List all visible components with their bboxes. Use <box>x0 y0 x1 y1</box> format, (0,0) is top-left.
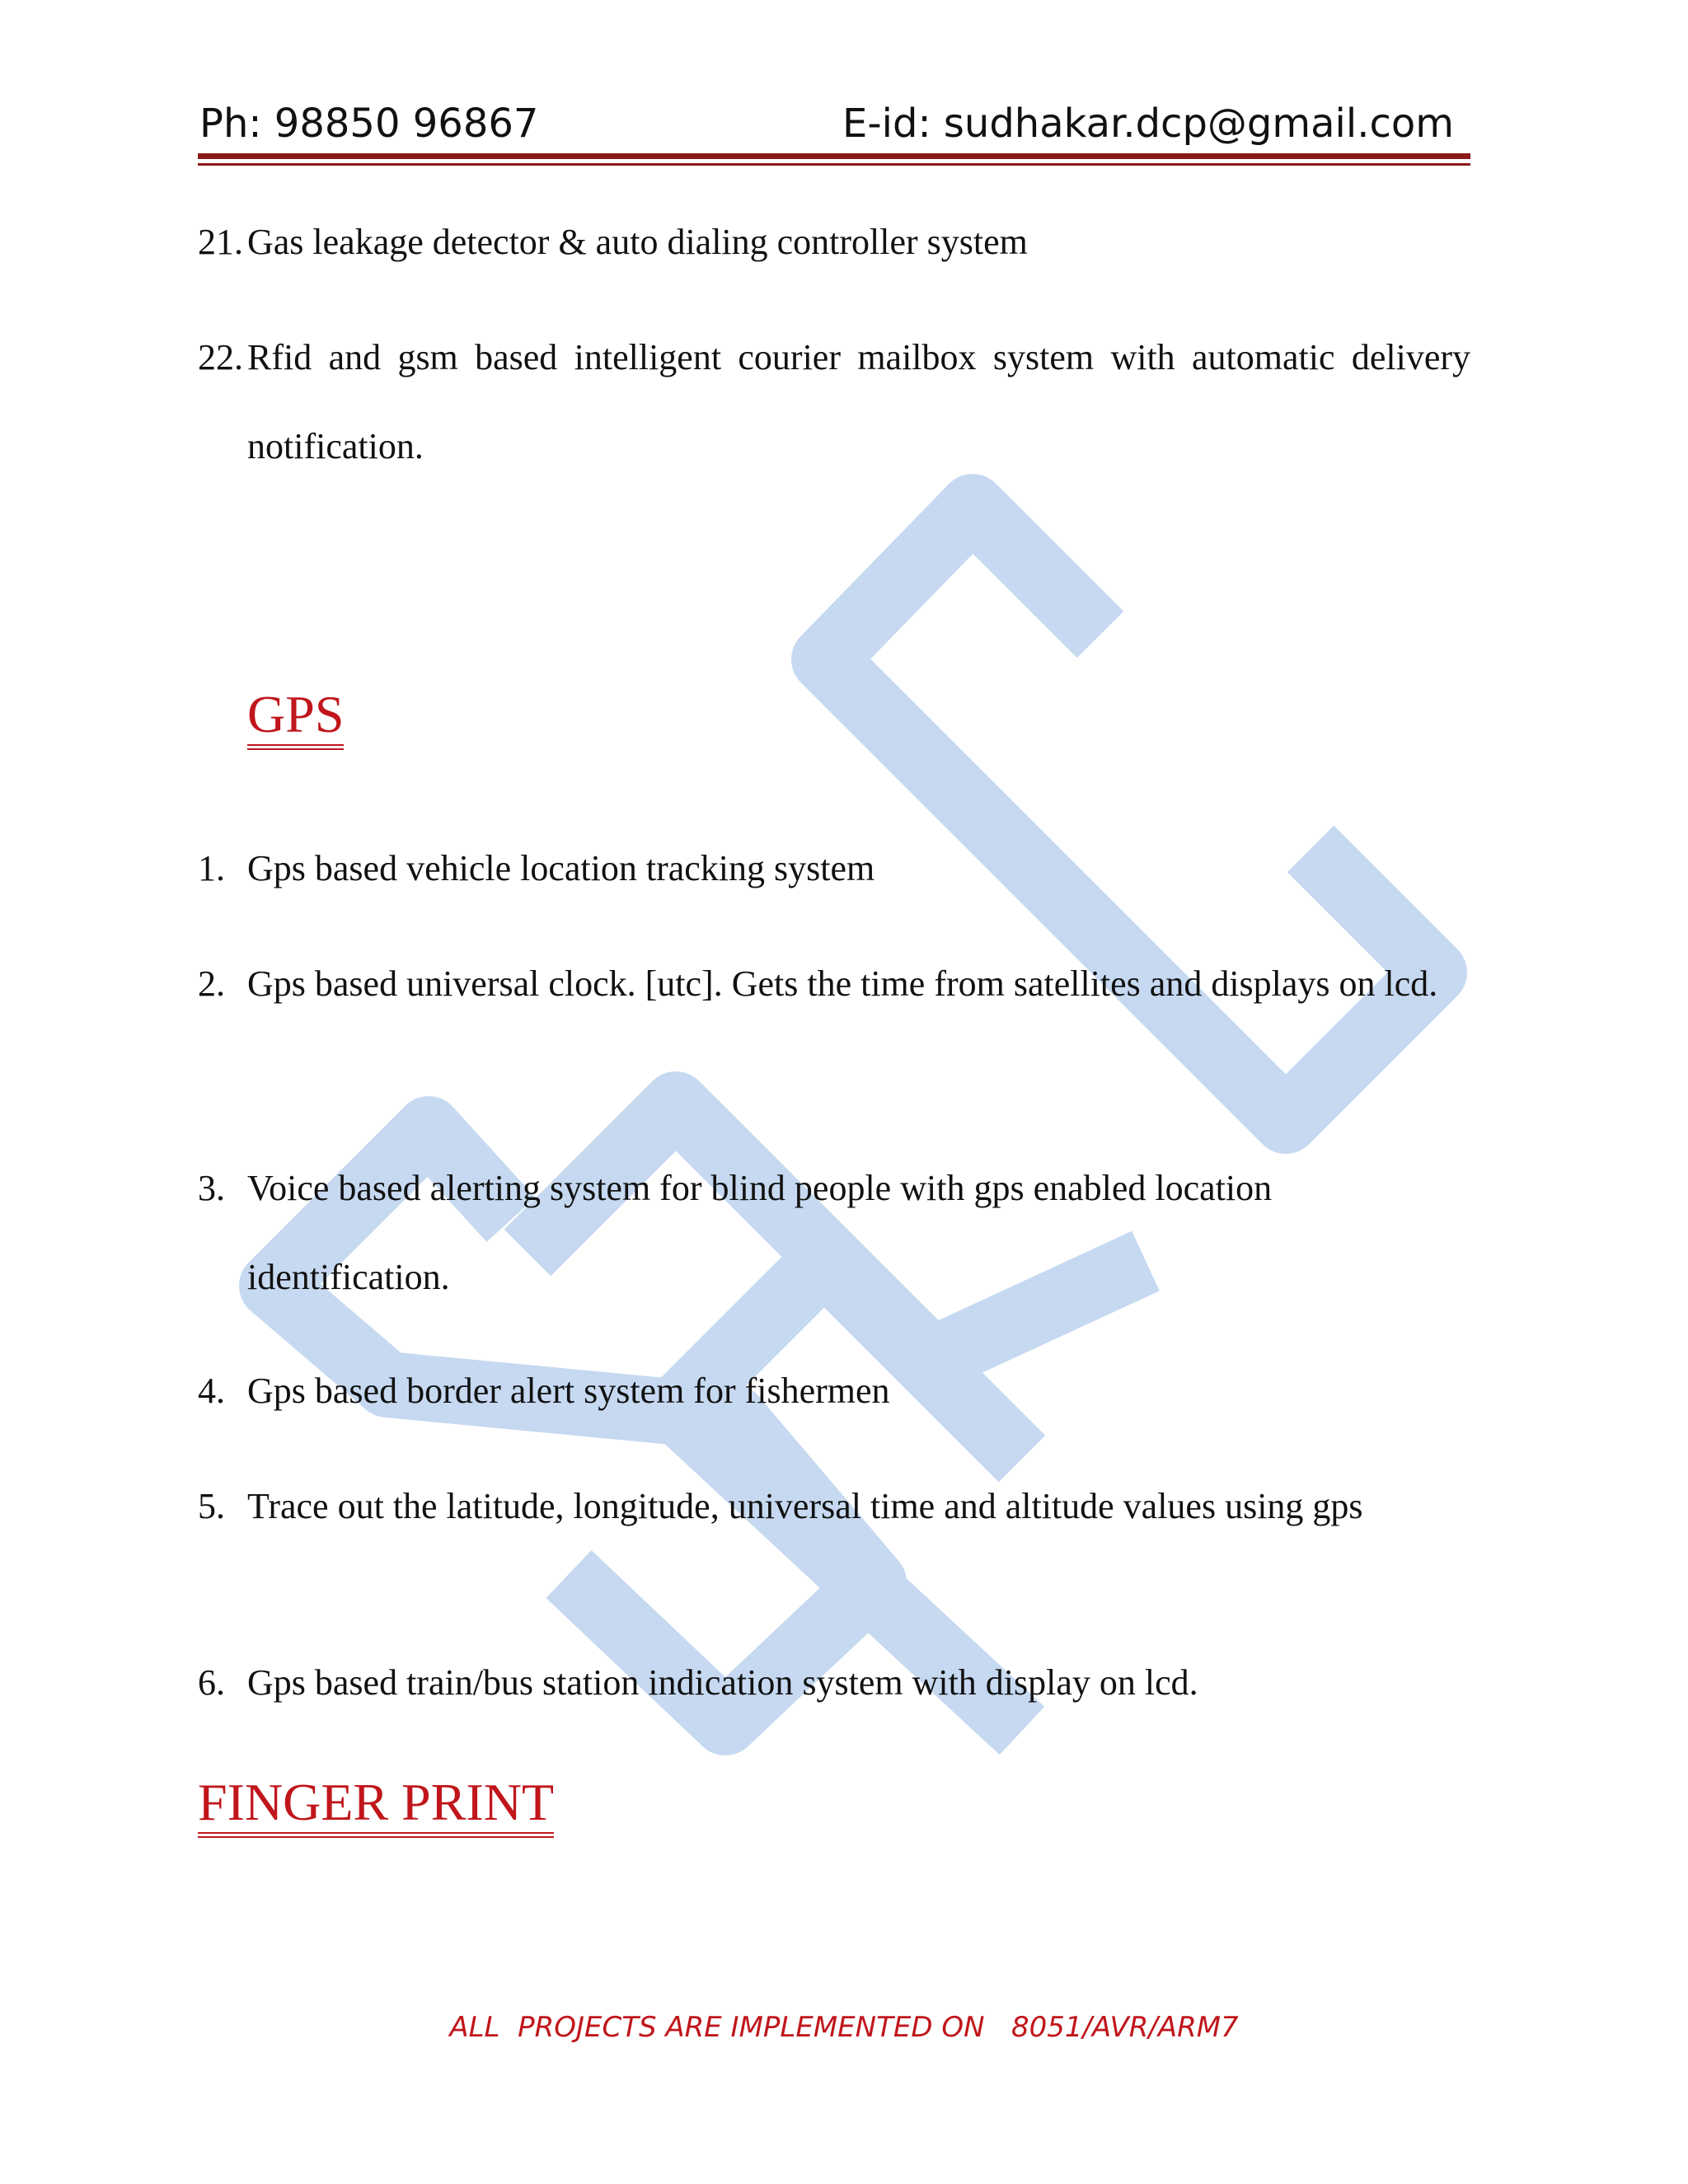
list-item-number: 6. <box>198 1662 225 1703</box>
list-item-number: 21. <box>198 222 243 262</box>
list-item-text: Gas leakage detector & auto dialing controller system <box>247 222 1028 262</box>
list-item-number: 1. <box>198 848 225 888</box>
list-item <box>198 824 1470 913</box>
page-footer: ALL PROJECTS ARE IMPLEMENTED ON 8051/AVR/ARM7 <box>449 2011 1239 2044</box>
list-item-text: Gps based universal clock. [utc]. Gets the time from satellites and displays on lcd. <box>247 963 1438 1004</box>
list-item-text: Gps based vehicle location tracking system <box>247 848 875 888</box>
list-item-number: 22. <box>198 337 243 377</box>
list-item-number: 2. <box>198 963 225 1004</box>
list-item-text: Gps based border alert system for fishermen <box>247 1371 890 1411</box>
list-item <box>198 940 1470 1029</box>
list-item <box>198 1144 1368 1322</box>
list-item <box>198 1462 1385 1551</box>
section-title-gps: GPS <box>247 684 344 748</box>
section-title-finger-print: FINGER PRINT <box>198 1772 554 1836</box>
list-item <box>198 1347 1470 1436</box>
list-item-text: Gps based train/bus station indication system with display on lcd. <box>247 1662 1198 1703</box>
header-rule-thin <box>198 163 1470 166</box>
header-rule-thick <box>198 153 1470 159</box>
list-item <box>198 313 1470 491</box>
list-item-number: 4. <box>198 1371 225 1411</box>
list-item <box>198 1638 1470 1727</box>
list-item-number: 5. <box>198 1486 225 1526</box>
header-phone: Ph: 98850 96867 <box>199 101 539 147</box>
list-item-text: Voice based alerting system for blind people with gps enabled location identification. <box>247 1168 1273 1297</box>
list-item-text: Rfid and gsm based intelligent courier mailbox system with automatic delivery notification. <box>247 337 1470 466</box>
header-email: E-id: sudhakar.dcp@gmail.com <box>842 101 1454 147</box>
list-item <box>198 198 1470 287</box>
list-item-text: Trace out the latitude, longitude, universal time and altitude values using gps <box>247 1486 1363 1526</box>
list-item-number: 3. <box>198 1168 225 1208</box>
